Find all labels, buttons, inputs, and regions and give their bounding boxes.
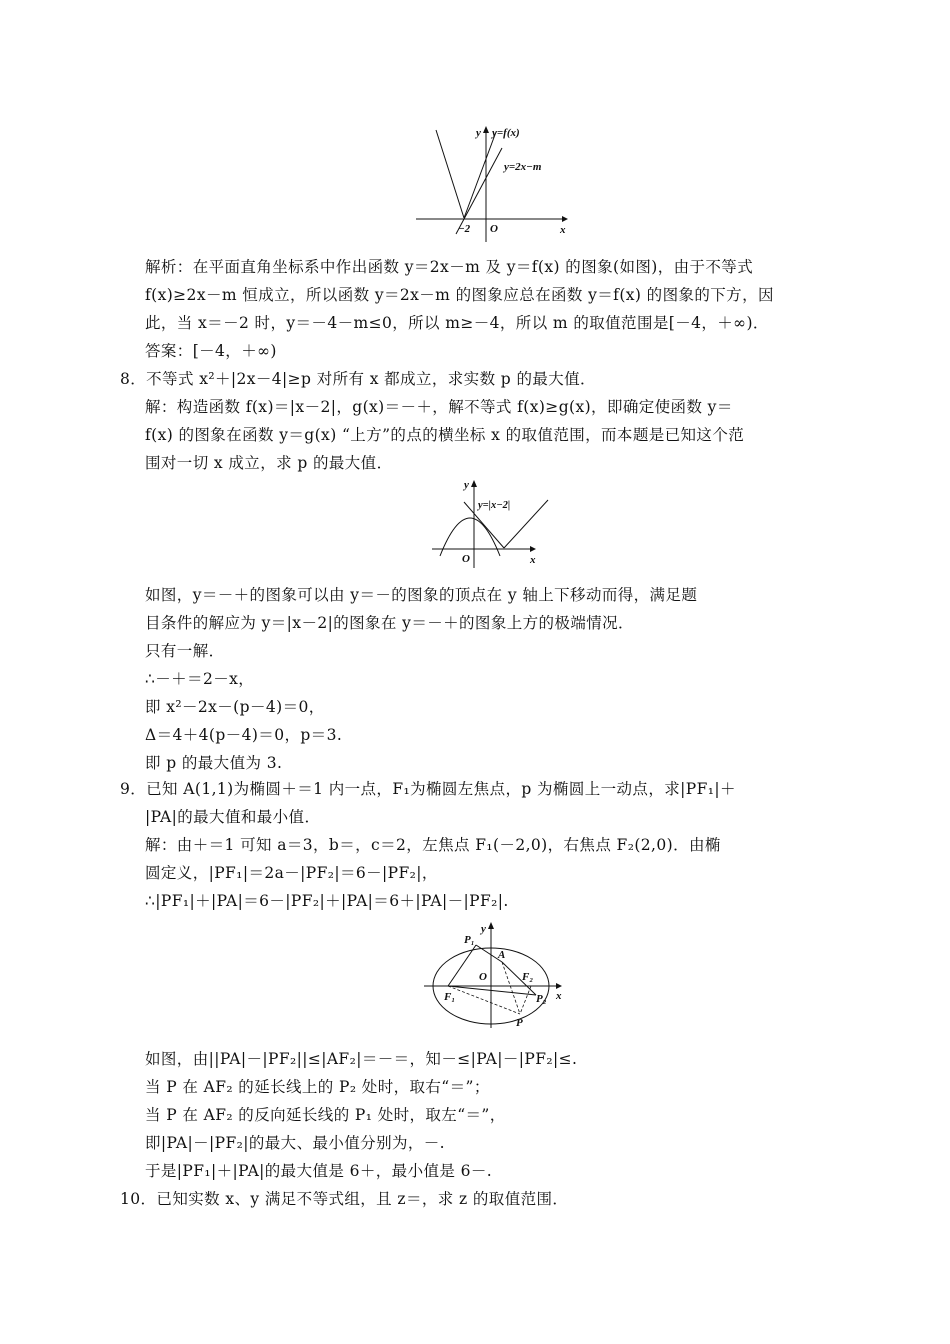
fig1-tick: −2 [458,223,471,235]
y-axis-arrow-icon [483,126,489,133]
x-axis-arrow-icon [562,216,568,222]
segment-F2-P-dashed [520,986,531,1014]
curve-f-left [436,130,464,218]
q9-line-2: |PA|的最大值和最小值． [145,808,321,826]
segment-P1-F1 [448,945,476,986]
segment-F1-P2 [448,986,536,995]
q8-line-3: f(x) 的图象在函数 y＝g(x) “上方”的点的横坐标 x 的取值范围，而本题是已知这个范 [145,426,745,444]
x-axis-arrow-icon [556,983,562,989]
q9-line-4: 圆定义，|PF₁|＝2a－|PF₂|＝6－|PF₂|， [145,864,438,882]
y-axis-arrow-icon [488,922,494,929]
fig3-F2: F₂ [522,971,534,983]
fig1-curve-label: y=f(x) [492,127,520,139]
s8-line-6: Δ＝4＋4(p－4)＝0，p＝3. [145,726,343,744]
p7-line-3: 此，当 x＝－2 时，y＝－4－m≤0，所以 m≥－4，所以 m 的取值范围是[－4，＋∞)． [145,314,769,332]
s9-line-4: 即|PA|－|PF₂|的最大、最小值分别为，－. [145,1134,446,1152]
fig1-line-label: y=2x−m [504,161,542,173]
p7-line-1: 解析：在平面直角坐标系中作出函数 y＝2x－m 及 y＝f(x) 的图象(如图)，由于不等式 [145,258,754,276]
line-2x-m [456,148,502,234]
q9-line-3: 解：由＋＝1 可知 a＝3，b＝，c＝2，左焦点 F₁(－2,0)，右焦点 F₂(2,0)．由椭 [145,836,721,854]
fig2-x-label: x [530,554,536,566]
fig1-origin: O [490,223,498,235]
fig3-P1: P₁ [464,934,475,946]
parabola [440,518,500,556]
fig2-curve-label: y=|x−2| [478,500,511,511]
fig1-y-label: y [476,127,481,139]
figure-2-graph [426,476,556,570]
s8-line-1: 如图，y＝－＋的图象可以由 y＝－的图象的顶点在 y 轴上下移动而得，满足题 [145,586,698,604]
figure-3-ellipse [418,918,568,1030]
curve-f-right [464,132,496,218]
s9-line-1: 如图，由||PA|－|PF₂||≤|AF₂|＝－＝，知－≤|PA|－|PF₂|≤. [145,1050,578,1068]
fig3-y-label: y [481,923,486,935]
s9-line-3: 当 P 在 AF₂ 的反向延长线的 P₁ 处时，取左“＝”， [145,1106,506,1124]
fig3-origin: O [479,971,487,983]
fig2-origin: O [462,553,470,565]
y-axis-arrow-icon [471,480,477,487]
p7-line-2: f(x)≥2x－m 恒成立，所以函数 y＝2x－m 的图象应总在函数 y＝f(x) 的图象的下方，因 [145,286,774,304]
s8-line-7: 即 p 的最大值为 3. [145,754,283,772]
q8-line-4: 围对一切 x 成立，求 p 的最大值． [145,454,393,472]
q10-title: 10．已知实数 x、y 满足不等式组，且 z＝，求 z 的取值范围． [120,1190,569,1208]
segment-A-P-dashed [502,962,520,1014]
fig3-P: P [516,1017,523,1029]
abs-right [504,500,548,548]
segment-F1-P-dashed [448,986,520,1014]
q8-title: 8．不等式 x²＋|2x－4|≥p 对所有 x 都成立，求实数 p 的最大值． [120,370,596,388]
fig2-y-label: y [464,479,469,491]
q8-line-2: 解：构造函数 f(x)＝|x－2|，g(x)＝－＋，解不等式 f(x)≥g(x)，即确定使函数 y＝ [145,398,733,416]
s9-line-5: 于是|PF₁|＋|PA|的最大值是 6＋，最小值是 6－. [145,1162,493,1180]
fig3-x-label: x [556,990,562,1002]
p7-answer: 答案：[－4，＋∞) [145,342,277,360]
s8-line-5: 即 x²－2x－(p－4)＝0， [145,698,325,716]
q9-title: 9．已知 A(1,1)为椭圆＋＝1 内一点，F₁为椭圆左焦点，p 为椭圆上一动点，求|PF₁|＋ [120,780,736,798]
fig1-x-label: x [560,224,566,236]
fig3-A: A [498,949,506,961]
s8-line-3: 只有一解． [145,642,225,660]
figure-1-graph [410,122,580,248]
x-axis-arrow-icon [530,546,536,552]
s9-line-2: 当 P 在 AF₂ 的延长线上的 P₂ 处时，取右“＝”； [145,1078,490,1096]
q9-line-5: ∴|PF₁|＋|PA|＝6－|PF₂|＋|PA|＝6＋|PA|－|PF₂|. [145,892,509,910]
fig3-F1: F₁ [444,991,456,1003]
fig3-P2: P₂ [536,993,547,1005]
s8-line-4: ∴－＋＝2－x， [145,670,255,688]
s8-line-2: 目条件的解应为 y＝|x－2|的图象在 y＝－＋的图象上方的极端情况． [145,614,634,632]
